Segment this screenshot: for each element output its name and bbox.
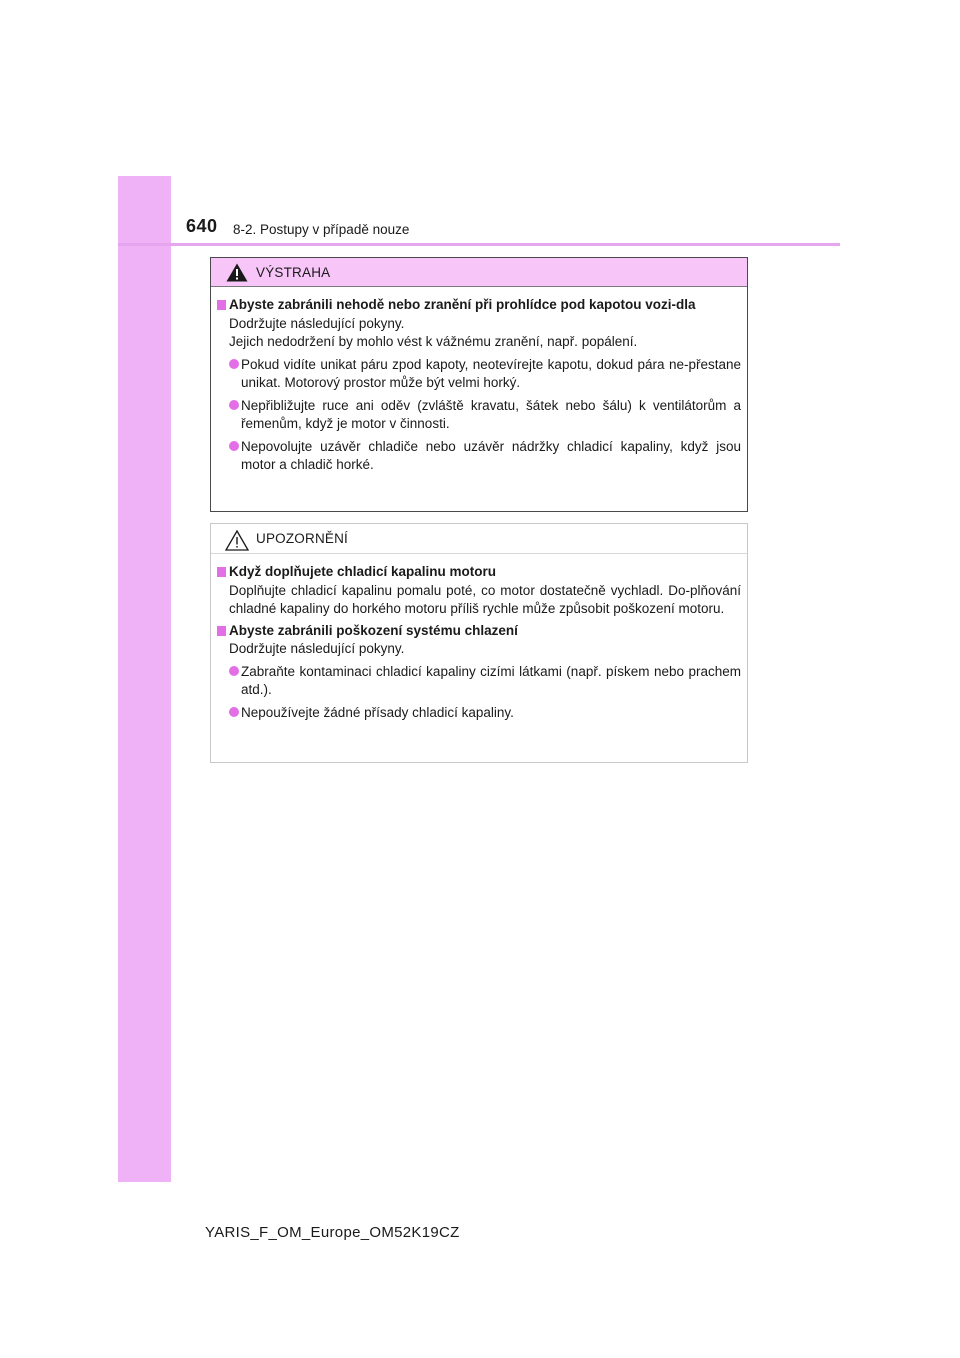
- notice-heading-text: Abyste zabránili poškození systému chlazení: [229, 622, 518, 638]
- document-id: YARIS_F_OM_Europe_OM52K19CZ: [205, 1224, 460, 1241]
- square-bullet-icon: [217, 567, 226, 577]
- notice-paragraph-2: Dodržujte následující pokyny.: [229, 641, 405, 656]
- notice-title: UPOZORNĚNÍ: [256, 531, 349, 546]
- section-title: 8-2. Postupy v případě nouze: [233, 222, 410, 237]
- warning-bullet: [217, 397, 741, 434]
- notice-content: [211, 554, 747, 722]
- notice-bullet: [217, 704, 741, 723]
- warning-heading: [217, 296, 741, 315]
- notice-heading-text: Když doplňujete chladicí kapalinu motoru: [229, 564, 497, 579]
- round-bullet-icon: [229, 359, 239, 369]
- warning-box-header: [211, 258, 747, 287]
- round-bullet-icon: [229, 441, 239, 451]
- notice-bullet-text: Nepoužívejte žádné přísady chladicí kapaliny.: [241, 704, 514, 720]
- notice-bullet-text: Zabraňte kontaminaci chladicí kapaliny cizími látkami (např. pískem nebo prachem atd.).: [241, 663, 741, 697]
- warning-line-2: Jejich nedodržení by mohlo vést k vážnému zranění, např. popálení.: [229, 334, 638, 349]
- warning-content: [211, 287, 747, 475]
- warning-bullet-text: Nepovolujte uzávěr chladiče nebo uzávěr nádržky chladicí kapaliny, když jsou motor a chladič horké.: [241, 438, 741, 472]
- notice-heading-2: [217, 622, 741, 641]
- round-bullet-icon: [229, 400, 239, 410]
- square-bullet-icon: [217, 626, 226, 636]
- warning-bullet: [217, 438, 741, 475]
- warning-bullet: [217, 356, 741, 393]
- warning-box: [210, 257, 748, 512]
- notice-bullet: [217, 663, 741, 700]
- warning-heading-text: Abyste zabránili nehodě nebo zranění při prohlídce pod kapotou vozi-dla: [229, 297, 696, 312]
- warning-line-1: Dodržujte následující pokyny.: [229, 315, 405, 331]
- warning-bullet-text: Nepřibližujte ruce ani oděv (zvláště kravatu, šátek nebo šálu) k ventilátorům a řemenům, když je motor v činnosti.: [241, 397, 741, 431]
- notice-box: [210, 523, 748, 763]
- page-number: 640: [186, 216, 218, 236]
- side-band: [118, 176, 171, 1182]
- notice-box-header: [211, 524, 747, 554]
- header-rule: [118, 243, 840, 246]
- notice-paragraph-1: Doplňujte chladicí kapalinu pomalu poté, co motor dostatečně vychladl. Do-plňování chladné kapaliny do horkého motoru příliš rychle může způsobit poškození motoru.: [229, 582, 741, 616]
- round-bullet-icon: [229, 666, 239, 676]
- round-bullet-icon: [229, 707, 239, 717]
- square-bullet-icon: [217, 300, 226, 310]
- warning-title: VÝSTRAHA: [256, 265, 331, 280]
- warning-bullet-text: Pokud vidíte unikat páru zpod kapoty, neotevírejte kapotu, dokud pára ne-přestane unikat. Motorový prostor může být velmi horký.: [241, 356, 741, 390]
- notice-heading-1: [217, 563, 741, 582]
- warning-triangle-icon: [226, 263, 248, 282]
- caution-triangle-icon: [225, 530, 249, 551]
